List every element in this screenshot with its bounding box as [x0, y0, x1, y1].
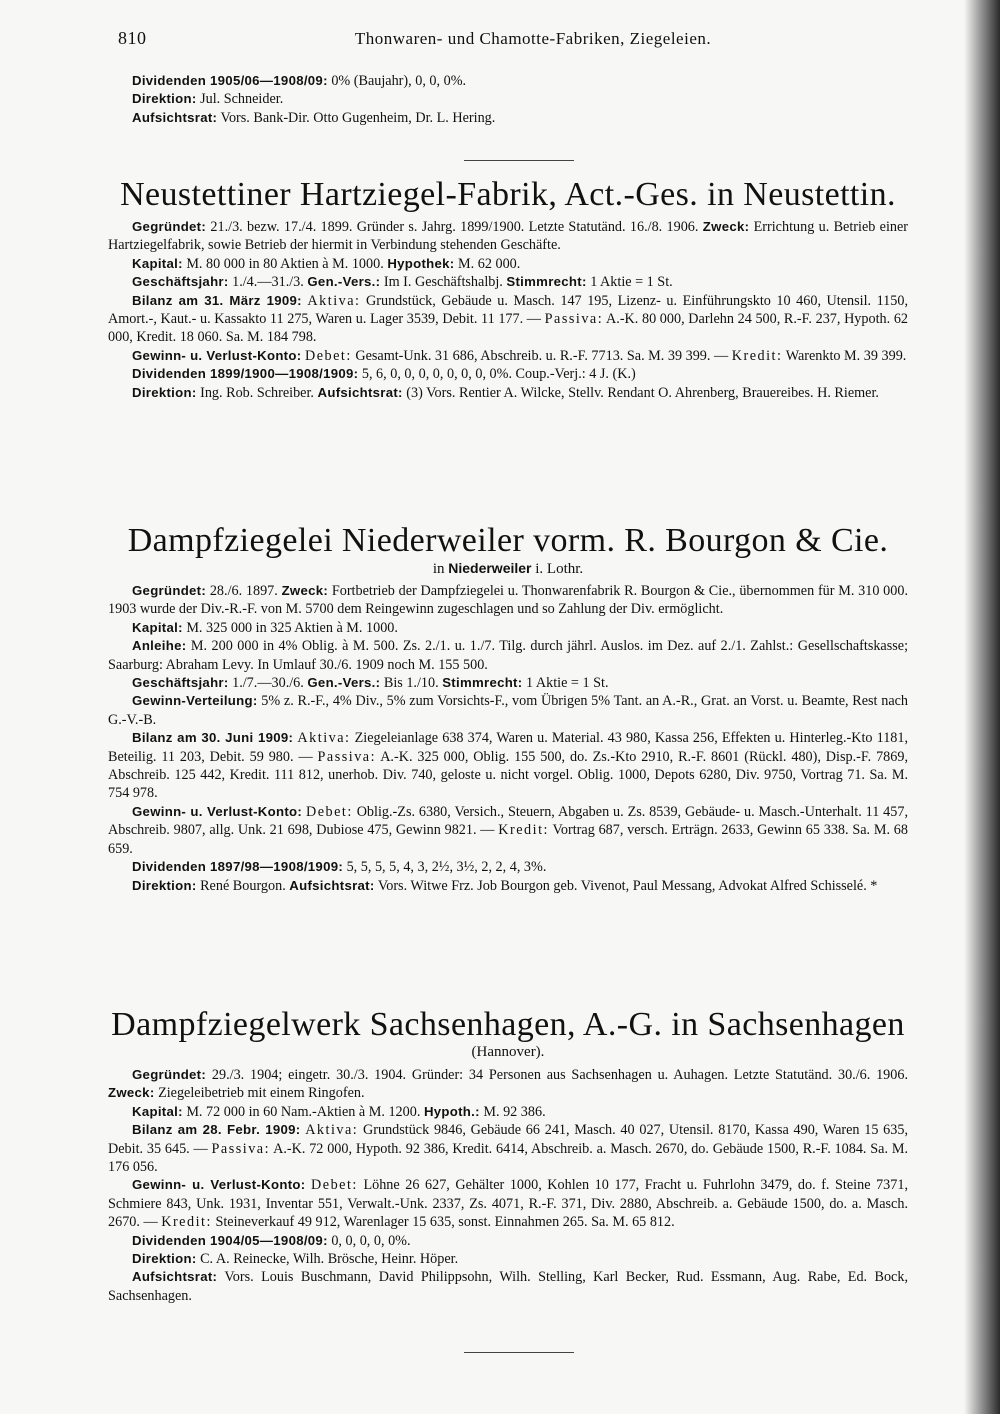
capital-text: M. 80 000 in 80 Aktien à M. 1000.: [186, 255, 384, 272]
founded-text: 21./3. bezw. 17./4. 1899. Gründer s. Jahrg. 1899/1900. Letzte Statutänd. 16./8. 1906.: [210, 219, 699, 235]
page-number: 810: [118, 28, 147, 48]
location-suffix: i. Lothr.: [535, 561, 584, 577]
fiscal-text: 1./7.—30./6.: [232, 675, 304, 692]
debit-text: Oblig.-Zs. 6380, Versich., Steuern, Abgaben u. Zs. 8539, Gebäude- u. Masch.-Unterhalt. 11 457, Abschreib. 9807, allg. Unk. 21 698, Dubiose 475, Gewinn 9821. —: [108, 803, 909, 839]
liabilities-word: Passiva:: [317, 748, 377, 765]
capital-label: Kapital:: [132, 619, 183, 635]
dividend-text: 0, 0, 0, 0, 0%.: [331, 1232, 411, 1249]
founded-text: 29./3. 1904; eingetr. 30./3. 1904. Gründer: 34 Personen aus Sachsenhagen u. Auhagen. Letzte Statutänd. 30./6. 1906.: [211, 1067, 909, 1083]
dividend-label: Dividenden 1904/05—1908/09:: [132, 1232, 328, 1248]
pl-label: Gewinn- u. Verlust-Konto:: [132, 803, 303, 819]
separator-rule: [464, 160, 574, 161]
company-entry-sachsenhagen: [108, 1066, 908, 1305]
dividend-text: 5, 5, 5, 5, 4, 3, 2½, 3½, 2, 2, 4, 3%.: [346, 859, 547, 876]
board-label: Direktion:: [132, 91, 197, 107]
dividend-text: 0% (Baujahr), 0, 0, 0%.: [331, 73, 467, 89]
assets-word: Aktiva:: [305, 1122, 359, 1139]
supervisory-text: Vors. Bank-Dir. Otto Gugenheim, Dr. L. Hering.: [220, 109, 496, 126]
vote-text: 1 Aktie = 1 St.: [590, 274, 673, 291]
founded-label: Gegründet:: [132, 219, 207, 234]
running-title: Thonwaren- und Chamotte-Fabriken, Ziegeleien.: [354, 29, 712, 48]
founded-text: 28./6. 1897.: [209, 583, 278, 599]
pl-label: Gewinn- u. Verlust-Konto:: [132, 347, 302, 363]
purpose-text: Errichtung u. Betrieb einer Hartziegelfabrik, sowie Betrieb der hiermit in Verbindung stehenden Geschäfte.: [108, 219, 909, 254]
purpose-text: Ziegeleibetrieb mit einem Ringofen.: [158, 1085, 365, 1102]
distribution-label: Gewinn-Verteilung:: [132, 693, 258, 709]
assets-text: Ziegeleianlage 638 374, Waren u. Material. 43 980, Kassa 256, Effekten u. Hinterleg.-Kto 1181, Beteilig. 11 203, Debit. 59 980. —: [108, 730, 909, 765]
liabilities-text: A.-K. 325 000, Oblig. 155 500, do. Zs.-Kto 2910, R.-F. 8601 (Rückl. 480), Disp.-F. 7869, Abschreib. 125 442, Kredit. 111 812, unerhob. Div. 740, geloste u. nicht vorgel. Oblig. 1000, Depots 6280, Div. 9750, Vortrag 71. Sa. M. 754 978.: [108, 748, 909, 802]
fiscal-text: 1./4.—31./3.: [232, 274, 304, 291]
previous-entry-tail: [108, 72, 908, 127]
company-region: (Hannover).: [471, 1044, 545, 1060]
vote-text: 1 Aktie = 1 St.: [526, 675, 609, 692]
balance-label: Bilanz am 28. Febr. 1909:: [132, 1122, 301, 1138]
page-header: [118, 28, 858, 49]
location-prefix: in: [432, 561, 445, 577]
meeting-label: Gen.-Vers.:: [307, 675, 381, 691]
liabilities-text: A.-K. 80 000, Darlehn 24 500, R.-F. 237, Hypoth. 62 000, Kredit. 18 060. Sa. M. 184 798.: [108, 311, 909, 346]
assets-text: Grundstück 9846, Gebäude 66 241, Masch. 40 027, Utensil. 8170, Kassa 490, Waren 15 635, Debit. 35 645. —: [108, 1122, 909, 1157]
assets-word: Aktiva:: [307, 292, 361, 309]
mortgage-text: M. 62 000.: [458, 255, 521, 272]
mortgage-label: Hypothek:: [387, 255, 455, 271]
supervisory-text: Vors. Louis Buschmann, David Philippsohn, Wilh. Stelling, Karl Becker, Rud. Essmann, Aug. Rabe, Ed. Bock, Sachsenhagen.: [108, 1269, 908, 1304]
debit-word: Debet:: [311, 1177, 358, 1194]
supervisory-label: Aufsichtsrat:: [317, 384, 403, 400]
supervisory-label: Aufsichtsrat:: [289, 877, 375, 893]
capital-text: M. 72 000 in 60 Nam.-Aktien à M. 1200.: [186, 1103, 421, 1120]
purpose-label: Zweck:: [108, 1085, 155, 1101]
board-text: René Bourgon.: [200, 877, 286, 894]
liabilities-text: A.-K. 72 000, Hypoth. 92 386, Kredit. 6414, Abschreib. a. Masch. 2670, do. Gebäude 1500, R.-F. 1084. Sa. M. 176 056.: [108, 1140, 908, 1176]
purpose-label: Zweck:: [281, 583, 329, 598]
balance-label: Bilanz am 30. Juni 1909:: [132, 730, 294, 746]
credit-word: Kredit:: [498, 822, 549, 839]
dividend-text: 5, 6, 0, 0, 0, 0, 0, 0, 0, 0%. Coup.-Verj.: 4 J. (K.): [361, 366, 636, 383]
supervisory-text: (3) Vors. Rentier A. Wilcke, Stellv. Rendant O. Ahrenberg, Brauereibes. H. Riemer.: [406, 384, 879, 401]
supervisory-label: Aufsichtsrat:: [132, 109, 218, 125]
credit-word: Kredit:: [161, 1214, 212, 1231]
board-label: Direktion:: [132, 384, 197, 400]
credit-text: Vortrag 687, versch. Erträgn. 2633, Gewinn 65 338. Sa. M. 68 659.: [108, 822, 908, 857]
founded-label: Gegründet:: [132, 1067, 207, 1082]
capital-label: Kapital:: [132, 255, 183, 271]
liabilities-word: Passiva:: [211, 1140, 271, 1157]
founded-label: Gegründet:: [132, 583, 207, 598]
supervisory-text: Vors. Witwe Frz. Job Bourgon geb. Vivenot, Paul Messang, Advokat Alfred Schisselé. *: [377, 877, 878, 894]
purpose-label: Zweck:: [702, 219, 750, 234]
vote-label: Stimmrecht:: [506, 274, 587, 290]
vote-label: Stimmrecht:: [442, 675, 523, 691]
meeting-label: Gen.-Vers.:: [307, 274, 381, 290]
fiscal-label: Geschäftsjahr:: [132, 675, 229, 691]
credit-text: Warenkto M. 39 399.: [785, 347, 907, 364]
distribution-text: 5% z. R.-F., 4% Div., 5% zum Vorsichts-F., vom Übrigen 5% Tant. an A.-R., Grat. an Vorst. u. Beamte, Rest nach G.-V.-B.: [108, 693, 909, 728]
separator-rule: [464, 1352, 574, 1353]
mortgage-text: M. 92 386.: [483, 1103, 546, 1120]
fiscal-label: Geschäftsjahr:: [132, 274, 229, 290]
loan-text: M. 200 000 in 4% Oblig. à M. 500. Zs. 2./1. u. 1./7. Tilg. durch jährl. Auslos. im Dez. auf 2./1. Zahlst.: Gesellschaftskasse; Saarburg: Abraham Levy. In Umlauf 30./6. 1909 noch M. 155 500.: [108, 638, 909, 673]
balance-label: Bilanz am 31. März 1909:: [132, 292, 302, 308]
board-text: Ing. Rob. Schreiber.: [200, 384, 314, 401]
debit-word: Debet:: [305, 803, 353, 820]
credit-text: Steineverkauf 49 912, Warenlager 15 635, sonst. Einnahmen 265. Sa. M. 65 812.: [215, 1214, 675, 1231]
assets-text: Grundstück, Gebäude u. Masch. 147 195, Lizenz- u. Einführungskto 10 460, Utensil. 1150, Amort.-, Kaut.- u. Kassakto 11 275, Waren u. Lager 3539, Debit. 11 177. —: [108, 292, 909, 328]
pl-label: Gewinn- u. Verlust-Konto:: [132, 1177, 306, 1193]
company-entry-neustettin: [108, 218, 908, 402]
board-text: Jul. Schneider.: [200, 91, 284, 108]
dividend-label: Dividenden 1905/06—1908/09:: [132, 73, 328, 88]
company-title-sachsenhagen: Dampfziegelwerk Sachsenhagen, A.-G. in Sachsenhagen: [111, 1006, 905, 1043]
location-place: Niederweiler: [448, 560, 532, 576]
dividend-label: Dividenden 1899/1900—1908/1909:: [132, 366, 359, 382]
company-title-niederweiler: Dampfziegelei Niederweiler vorm. R. Bourgon & Cie.: [127, 522, 889, 559]
dividend-label: Dividenden 1897/98—1908/1909:: [132, 859, 344, 875]
mortgage-label: Hypoth.:: [423, 1103, 480, 1119]
loan-label: Anleihe:: [132, 638, 187, 654]
capital-text: M. 325 000 in 325 Aktien à M. 1000.: [186, 619, 398, 636]
meeting-text: Bis 1./10.: [383, 675, 439, 692]
company-title-neustettin: Neustettiner Hartziegel-Fabrik, Act.-Ges. in Neustettin.: [120, 176, 896, 213]
liabilities-word: Passiva:: [544, 311, 604, 328]
supervisory-label: Aufsichtsrat:: [132, 1269, 218, 1285]
meeting-text: Im I. Geschäftshalbj.: [383, 274, 503, 291]
credit-word: Kredit:: [731, 347, 783, 364]
assets-word: Aktiva:: [297, 730, 351, 747]
debit-text: Löhne 26 627, Gehälter 1000, Kohlen 10 177, Fracht u. Fuhrlohn 3479, do. f. Steine 7371, Schmiere 843, Unk. 1931, Inventar 551, Verwalt.-Unk. 2337, Zs. 4071, R.-F. 371, Div. 2880, Abschreib. a. Gebäude 1500, do. a. Masch. 2670. —: [108, 1177, 908, 1231]
capital-label: Kapital:: [132, 1103, 183, 1119]
company-location: [108, 560, 908, 578]
board-label: Direktion:: [132, 877, 197, 893]
debit-text: Gesamt-Unk. 31 686, Abschreib. u. R.-F. 7713. Sa. M. 39 399. —: [355, 347, 729, 364]
company-entry-niederweiler: [108, 582, 908, 895]
board-label: Direktion:: [132, 1251, 197, 1267]
debit-word: Debet:: [304, 347, 352, 364]
purpose-text: Fortbetrieb der Dampfziegelei u. Thonwarenfabrik R. Bourgon & Cie., übernommen für M. 310 000. 1903 wurde der Div.-R.-F. von M. 5700 dem Reingewinn zugeschlagen und so Zahlung der Div. ermöglicht.: [108, 583, 908, 618]
board-text: C. A. Reinecke, Wilh. Brösche, Heinr. Höper.: [200, 1251, 459, 1268]
